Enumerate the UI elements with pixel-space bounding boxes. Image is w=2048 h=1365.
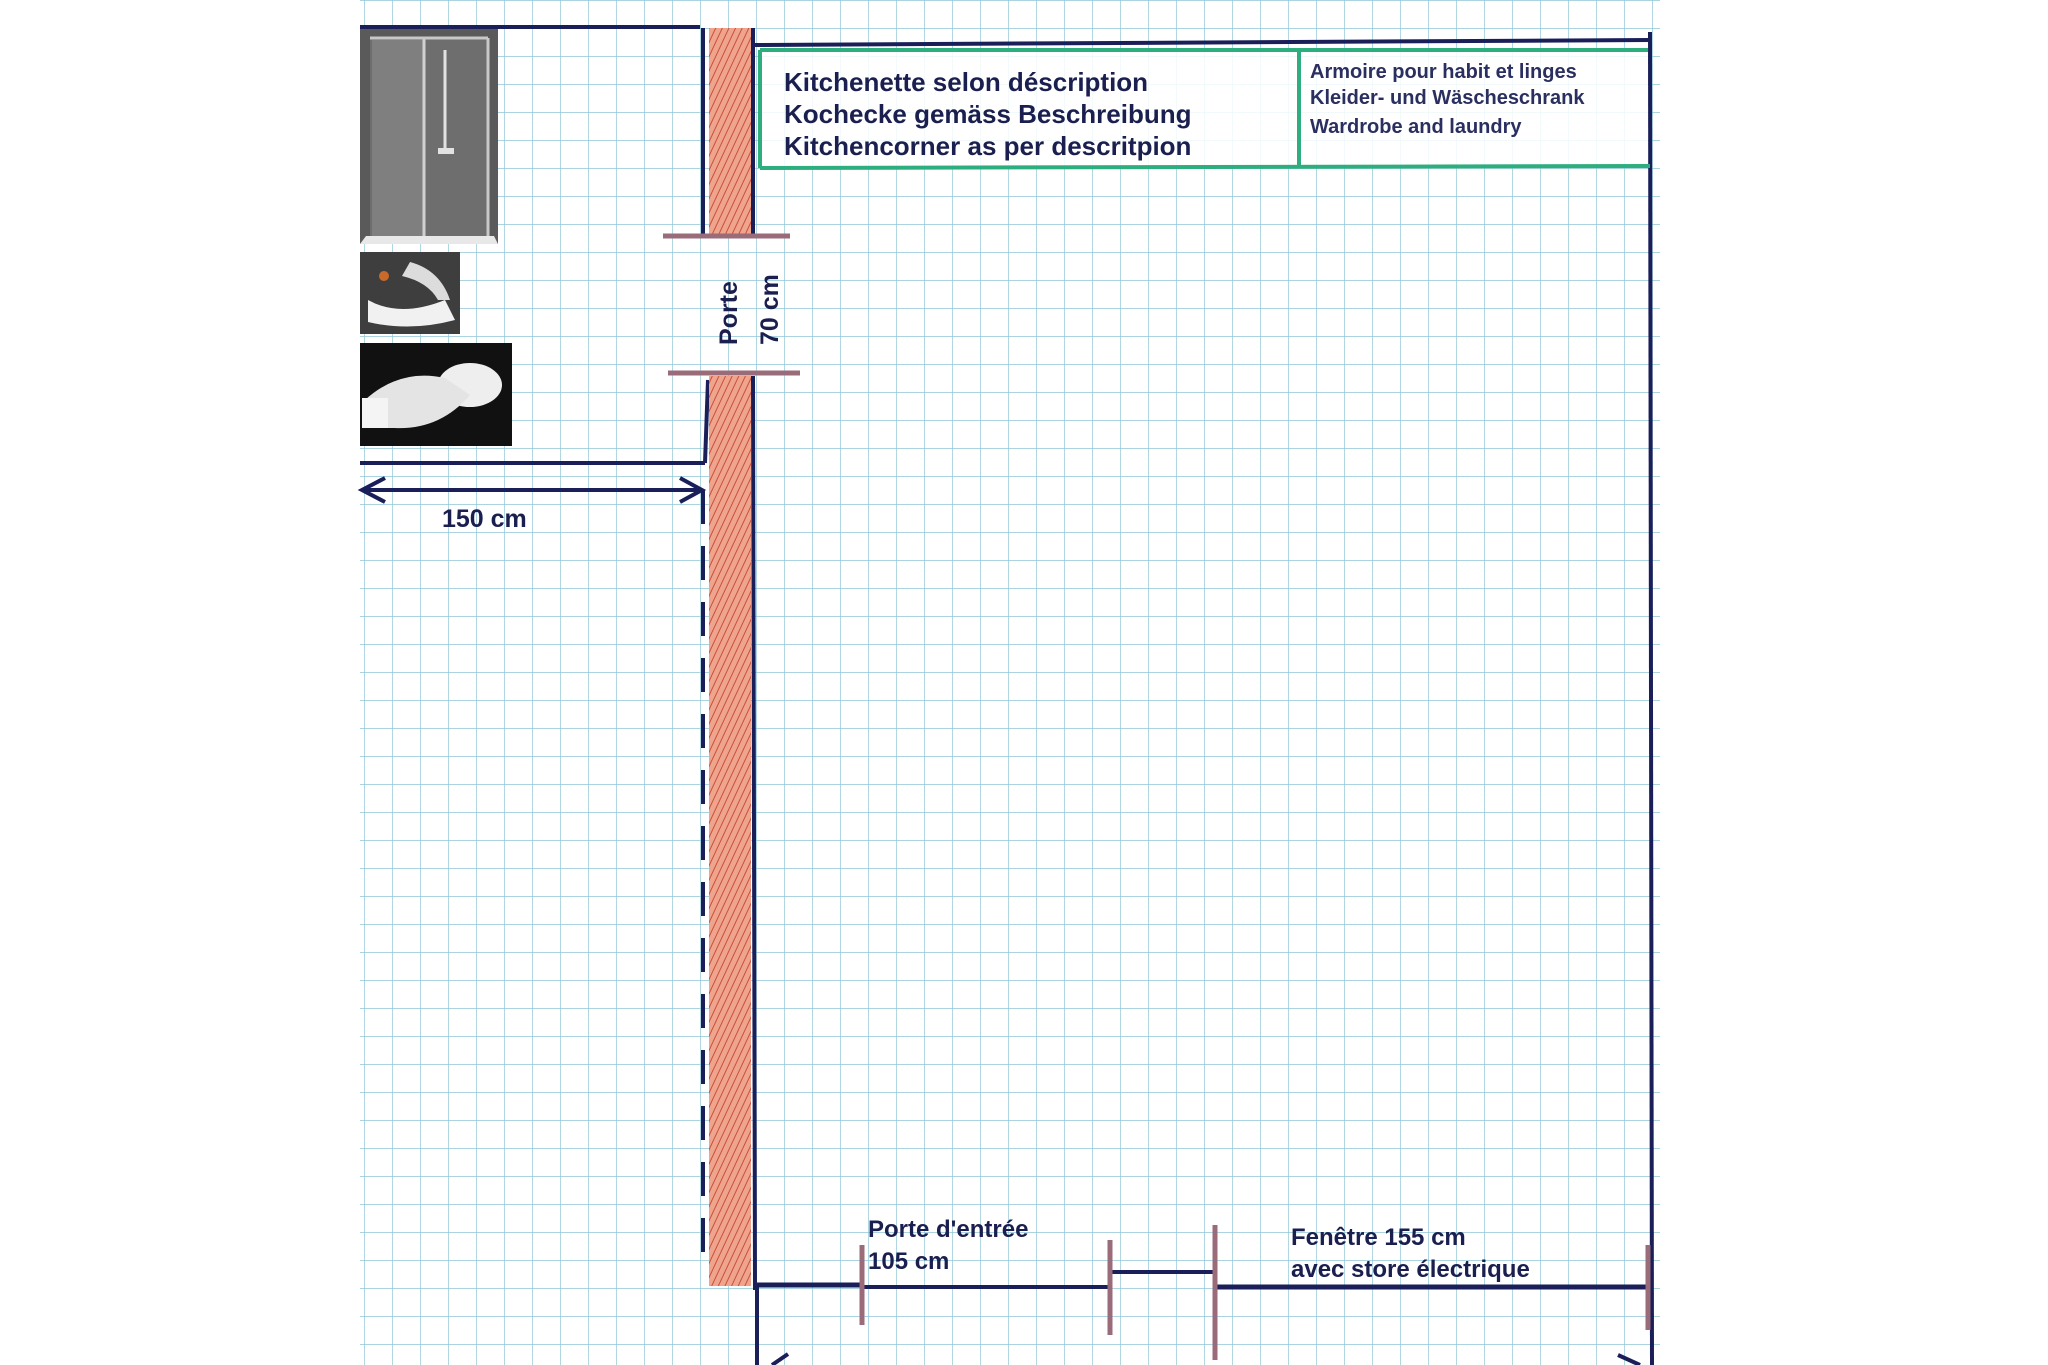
entrance-door-label-2: 105 cm (868, 1248, 950, 1275)
shower-cabin-image (360, 29, 498, 244)
bathroom-width-label: 150 cm (442, 505, 527, 533)
entrance-door-label-1: Porte d'entrée (868, 1216, 1029, 1243)
wardrobe-label-de: Kleider- und Wäscheschrank (1310, 87, 1585, 109)
graph-paper (360, 0, 1660, 1365)
wardrobe-label-en: Wardrobe and laundry (1310, 116, 1522, 138)
window-label-2: avec store électrique (1291, 1256, 1530, 1283)
toilet-image (360, 343, 512, 446)
partition-wall-upper (709, 28, 751, 236)
door-label-word: Porte (715, 281, 743, 345)
kitchen-label-en: Kitchencorner as per descritpion (784, 131, 1192, 161)
partition-wall-lower (709, 376, 751, 1286)
kitchen-label-fr: Kitchenette selon déscription (784, 67, 1149, 97)
wardrobe-label-fr: Armoire pour habit et linges (1310, 61, 1577, 83)
kitchen-label-de: Kochecke gemäss Beschreibung (784, 99, 1192, 129)
door-label-size: 70 cm (756, 274, 784, 345)
washbasin-image (360, 252, 460, 334)
right-wall-line (1650, 32, 1652, 1365)
window-label-1: Fenêtre 155 cm (1291, 1224, 1466, 1251)
